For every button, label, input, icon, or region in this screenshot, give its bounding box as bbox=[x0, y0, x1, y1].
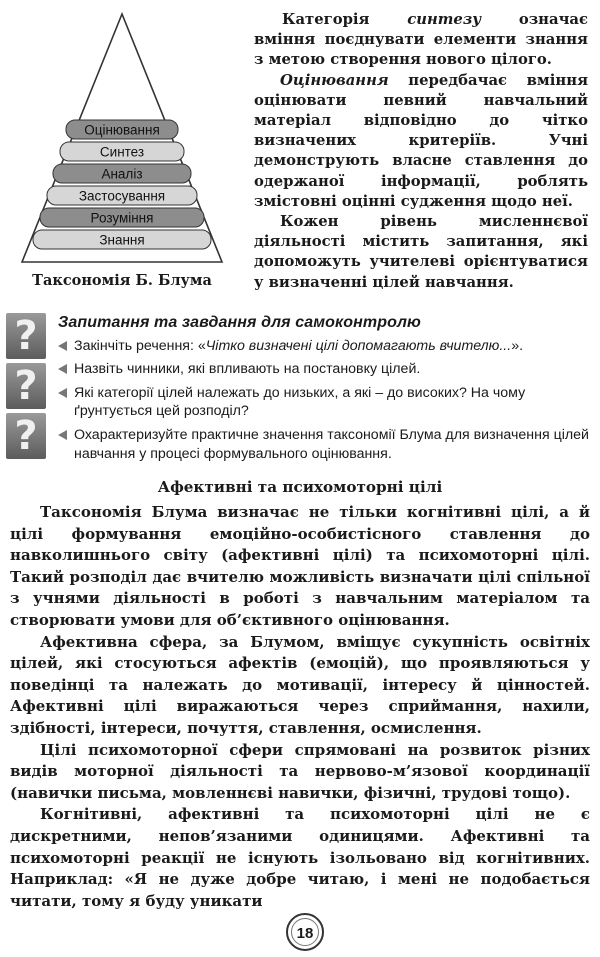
body-paragraph: Цілі психомоторної сфери спрямовані на розвиток різних видів моторної діяльності та нервово-м’язової координації (навички письма, мовленнєві навички, фізичні, трудові тощо). bbox=[10, 740, 590, 802]
page-number: 18 bbox=[286, 913, 324, 951]
evaluation-paragraph: Оцінювання передбачає вміння оцінювати певний навчальний матеріал відповідно до чітко визначених критеріїв. Учні демонструють власне ставлення до одержаної інформації, роблять змістовні оцінні судження щодо неї. bbox=[254, 71, 588, 210]
triangle-bullet-icon bbox=[58, 388, 67, 398]
question-item: Закінчіть речення: «Чітко визначені цілі допомагають вчителю...». bbox=[58, 337, 590, 356]
triangle-bullet-icon bbox=[58, 341, 67, 351]
body-paragraph: Таксономія Блума визначає не тільки когнітивні цілі, а й цілі формування емоційно-особистісного ставлення до навколишнього світу (афективні цілі) та психомоторні цілі. Такий розподіл дає вчителю можливість визначати цілі спільної з учнями діяльності в роботі з навчальним матеріалом та створювати умови для об’єктивного оцінювання. bbox=[10, 503, 590, 629]
pyramid-level-label: Оцінювання bbox=[84, 122, 160, 138]
right-column-text bbox=[254, 10, 588, 293]
evaluation-term: Оцінювання bbox=[280, 71, 389, 89]
section-body bbox=[10, 502, 590, 912]
section-heading: Афективні та психомоторні цілі bbox=[157, 478, 443, 496]
question-mark-icon: ? bbox=[6, 413, 46, 459]
body-paragraph: Афективна сфера, за Блумом, вміщує сукупність освітніх цілей, які стосуються афектів (емоцій), що проявляються у поведінці та належать до мотивації, інтересу й цінностей. Афективні цілі виражаються через сприймання, нахили, здібності, інтереси, почуття, ставлення, осмислення. bbox=[10, 632, 590, 737]
pyramid-level-label: Застосування bbox=[78, 188, 166, 204]
pyramid-level-label: Розуміння bbox=[90, 210, 154, 226]
bloom-pyramid-diagram bbox=[18, 12, 226, 264]
question-item: Охарактеризуйте практичне значення таксономії Блума для визначення цілей навчання у процесі формувального оцінювання. bbox=[58, 426, 590, 463]
question-mark-icon: ? bbox=[6, 313, 46, 359]
question-icons bbox=[6, 313, 46, 461]
synthesis-term: синтезу bbox=[407, 11, 482, 28]
pyramid-caption: Таксономія Б. Блума bbox=[32, 272, 212, 289]
pyramid-level-label: Аналіз bbox=[101, 166, 143, 182]
question-item: Які категорії цілей належать до низьких, а які – до високих? На чому ґрунтується цей розподіл? bbox=[58, 384, 590, 421]
self-check-box bbox=[58, 314, 590, 468]
question-mark-icon: ? bbox=[6, 363, 46, 409]
pyramid-level-label: Синтез bbox=[99, 144, 145, 160]
triangle-bullet-icon bbox=[58, 364, 67, 374]
body-paragraph: Когнітивні, афективні та психомоторні цілі не є дискретними, непов’язаними одиницями. Афективні та психомоторні реакції не існують ізольовано від когнітивних. Наприклад: «Я не дуже добре читаю, і мені не подобається читати, тому я буду уникати bbox=[10, 805, 590, 910]
levels-paragraph: Кожен рівень мисленнєвої діяльності містить запитання, які допоможуть учителеві орієнтуватися у визначенні цілей навчання. bbox=[254, 213, 588, 291]
synthesis-paragraph: Категорія синтезу означає вміння поєднувати елементи знання з метою створення нового цілого. bbox=[254, 11, 589, 69]
question-item: Назвіть чинники, які впливають на постановку цілей. bbox=[58, 360, 590, 379]
pyramid-level-label: Знання bbox=[99, 232, 145, 248]
triangle-bullet-icon bbox=[58, 430, 67, 440]
self-check-title: Запитання та завдання для самоконтролю bbox=[58, 314, 421, 331]
